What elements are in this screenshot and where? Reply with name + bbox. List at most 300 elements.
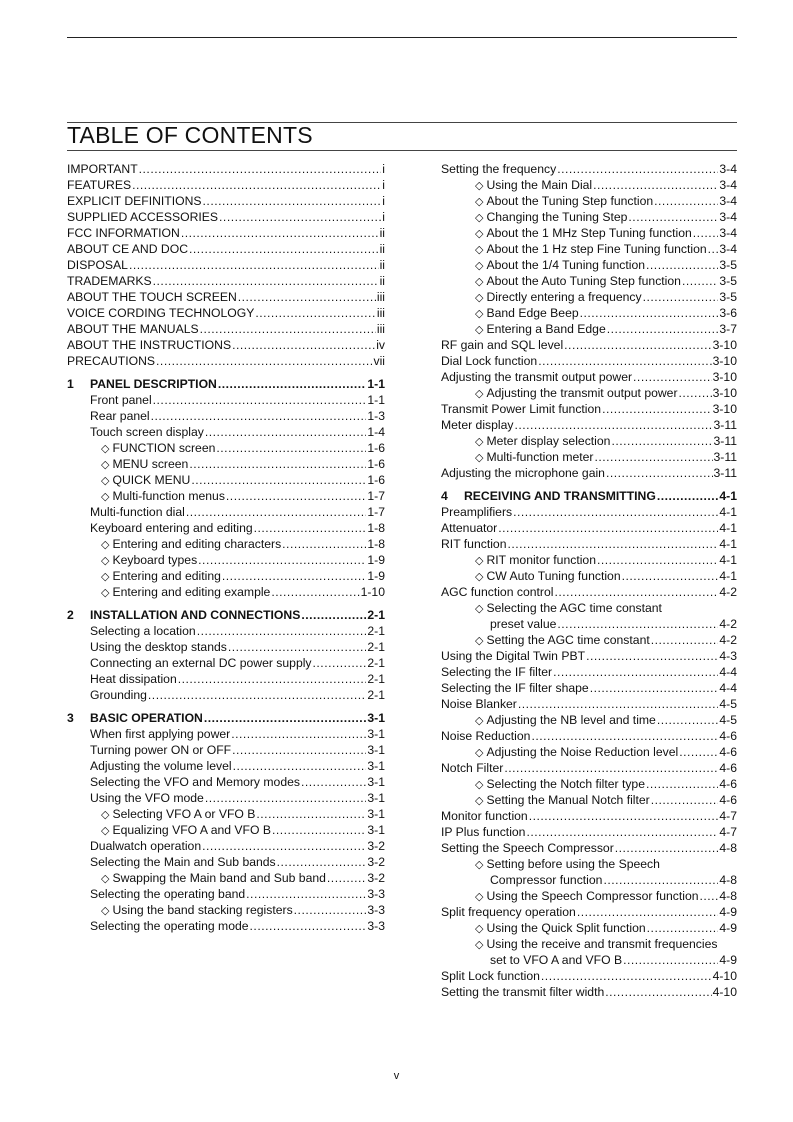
toc-entry-title: Using the desktop stands [90,640,227,654]
dot-leader [186,504,367,520]
toc-page-number: 1-10 [360,585,385,599]
toc-page-number: 3-11 [713,418,737,432]
toc-entry-title: Entering and editing [112,569,221,583]
toc-page-number: 3-5 [719,274,737,288]
toc-page-number: 3-3 [367,887,385,901]
toc-entry[interactable] [441,449,737,465]
toc-page-number: 4-10 [712,985,737,999]
toc-entry-title: Selecting a location [90,624,196,638]
toc-entry[interactable] [441,417,737,433]
toc-entry[interactable] [441,824,737,840]
toc-entry[interactable] [67,552,385,568]
toc-entry[interactable] [441,520,737,536]
toc-entry-title: About the 1/4 Tuning function [486,258,646,272]
toc-entry[interactable] [67,177,385,193]
diamond-bullet-icon: ◇ [475,228,484,240]
dot-leader [250,918,367,934]
dot-leader [181,225,379,241]
toc-entry[interactable] [441,353,737,369]
diamond-bullet-icon: ◇ [475,939,484,951]
dot-leader [513,504,718,520]
diamond-bullet-icon: ◇ [475,292,484,304]
toc-entry-title: Setting before using the Speech [486,857,660,871]
dot-leader [254,520,367,536]
dot-leader [233,758,367,774]
dot-leader [554,584,718,600]
toc-entry-title: Front panel [90,393,152,407]
toc-page-number: 4-10 [712,969,737,983]
toc-entry[interactable] [441,321,737,337]
toc-entry-title: Swapping the Main band and Sub band [112,871,326,885]
toc-entry[interactable] [441,760,737,776]
toc-entry[interactable] [67,726,385,742]
toc-entry[interactable] [441,664,737,680]
toc-page-number: 4-9 [719,905,737,919]
toc-page-number: 3-7 [719,322,737,336]
toc-page-number: 3-11 [713,434,737,448]
toc-entry-title: Selecting VFO A or VFO B [112,807,256,821]
toc-entry[interactable] [67,806,385,822]
toc-entry[interactable] [441,385,737,401]
dot-leader [628,209,718,225]
toc-entry-title: Connecting an external DC power supply [90,656,312,670]
toc-entry[interactable] [67,488,385,504]
toc-page-number: 4-7 [719,825,737,839]
toc-entry[interactable] [67,854,385,870]
toc-page-number: 3-6 [719,306,737,320]
toc-entry[interactable] [441,984,737,1000]
dot-leader [231,726,366,742]
toc-entry[interactable] [67,456,385,472]
dot-leader [531,728,718,744]
toc-entry[interactable] [441,225,737,241]
dot-leader [615,840,719,856]
diamond-bullet-icon: ◇ [475,795,484,807]
diamond-bullet-icon: ◇ [101,825,110,837]
toc-entry[interactable] [67,671,385,687]
toc-entry[interactable] [67,161,385,177]
toc-section-row[interactable] [441,488,737,504]
toc-entry[interactable] [441,305,737,321]
toc-entry[interactable] [441,600,737,616]
toc-entry[interactable] [441,584,737,600]
toc-entry[interactable] [67,742,385,758]
toc-page-number: 1-9 [367,569,385,583]
toc-entry[interactable] [67,687,385,703]
toc-entry[interactable] [441,712,737,728]
diamond-bullet-icon: ◇ [475,603,484,615]
toc-page-number: 3-5 [719,258,737,272]
toc-entry-title: Dial Lock function [441,354,538,368]
toc-entry-title: Using the receive and transmit frequencies [486,937,718,951]
diamond-bullet-icon: ◇ [475,436,484,448]
toc-page-number: i [382,178,385,192]
toc-entry-title: FCC INFORMATION [67,226,180,240]
diamond-bullet-icon: ◇ [475,244,484,256]
toc-entry[interactable] [441,369,737,385]
toc-page-number: 3-1 [367,759,385,773]
dot-leader [313,655,367,671]
dot-leader [507,536,718,552]
toc-page-number: 1-3 [367,409,385,423]
toc-entry[interactable] [441,161,737,177]
toc-entry[interactable] [67,424,385,440]
diamond-bullet-icon: ◇ [475,324,484,336]
toc-entry[interactable] [441,433,737,449]
toc-entry[interactable] [67,209,385,225]
toc-entry[interactable] [441,465,737,481]
dot-leader [708,241,719,257]
toc-entry[interactable] [441,728,737,744]
toc-entry[interactable] [441,177,737,193]
toc-entry-title: Using the band stacking registers [112,903,293,917]
dot-leader [238,289,376,305]
toc-entry[interactable] [67,758,385,774]
toc-page-number: 3-1 [367,727,385,741]
toc-entry[interactable] [67,838,385,854]
toc-entry[interactable] [441,792,737,808]
toc-entry[interactable] [441,568,737,584]
toc-page-number: ii [379,258,385,272]
toc-entry[interactable] [441,920,737,936]
dot-leader [294,902,367,918]
toc-page-number: 4-7 [719,809,737,823]
dot-leader [216,440,366,456]
toc-page-number: 3-10 [712,354,737,368]
toc-entry[interactable] [441,680,737,696]
toc-page-number: 3-10 [712,402,737,416]
toc-page-number: 4-1 [719,505,737,519]
toc-entry[interactable] [441,952,737,968]
toc-entry[interactable] [67,392,385,408]
toc-entry-title: Multi-function menus [112,489,225,503]
toc-entry[interactable] [67,886,385,902]
toc-entry-title: Equalizing VFO A and VFO B [112,823,271,837]
dot-leader [139,161,382,177]
dot-leader [577,904,719,920]
toc-entry-title: DISPOSAL [67,258,128,272]
toc-entry[interactable] [67,241,385,257]
toc-page-number: 4-9 [719,953,737,967]
diamond-bullet-icon: ◇ [101,475,110,487]
toc-entry[interactable] [67,225,385,241]
toc-page-number: 3-11 [713,450,737,464]
dot-leader [682,273,718,289]
toc-entry-title: Using the VFO mode [90,791,204,805]
toc-entry-title: Meter display selection [486,434,611,448]
toc-page-number: i [382,210,385,224]
dot-leader [646,257,718,273]
dot-leader [557,616,718,632]
diamond-bullet-icon: ◇ [475,715,484,727]
toc-entry-title: Attenuator [441,521,498,535]
toc-entry-title: Entering a Band Edge [486,322,606,336]
toc-entry-title: Keyboard types [112,553,198,567]
toc-entry[interactable] [67,305,385,321]
toc-entry[interactable] [441,632,737,648]
toc-entry-title: Transmit Power Limit function [441,402,602,416]
toc-entry[interactable] [67,568,385,584]
toc-entry[interactable] [441,401,737,417]
diamond-bullet-icon: ◇ [475,555,484,567]
toc-page-number: iii [376,290,385,304]
dot-leader [586,648,718,664]
toc-entry[interactable] [441,648,737,664]
dot-leader [129,257,379,273]
toc-entry[interactable] [67,193,385,209]
dot-leader [271,584,359,600]
toc-page-number: 4-6 [719,777,737,791]
toc-entry[interactable] [441,872,737,888]
toc-entry-title: EXPLICIT DEFINITIONS [67,194,202,208]
toc-entry[interactable] [67,536,385,552]
toc-entry-title: About the 1 Hz step Fine Tuning function [486,242,707,256]
toc-page-number: 4-5 [719,697,737,711]
toc-entry[interactable] [67,337,385,353]
toc-entry[interactable] [441,888,737,904]
toc-entry-title: Monitor function [441,809,528,823]
toc-page-number: 3-10 [712,386,737,400]
toc-entry[interactable] [67,520,385,536]
toc-entry-title: ABOUT THE MANUALS [67,322,199,336]
toc-page-number: i [382,194,385,208]
toc-page-number: 1-1 [367,377,385,391]
diamond-bullet-icon: ◇ [101,571,110,583]
toc-entry[interactable] [67,273,385,289]
toc-entry[interactable] [441,808,737,824]
toc-page-number: 1-9 [367,553,385,567]
toc-entry-title: Entering and editing example [112,585,271,599]
toc-page-number: 3-2 [367,871,385,885]
toc-page-number: 1-6 [367,457,385,471]
dot-leader [647,920,719,936]
toc-entry[interactable] [67,639,385,655]
toc-page-number: 2-1 [367,672,385,686]
toc-entry-title: Heat dissipation [90,672,177,686]
toc-entry-title: Rear panel [90,409,150,423]
dot-leader [498,520,718,536]
toc-entry[interactable] [441,241,737,257]
diamond-bullet-icon: ◇ [101,809,110,821]
toc-section-row[interactable] [67,607,385,623]
toc-entry-title: Preamplifiers [441,505,513,519]
toc-page-number: 4-1 [719,489,737,503]
toc-entry[interactable] [67,440,385,456]
section-number: 3 [67,711,74,725]
dot-leader [606,465,713,481]
toc-page-number: 4-2 [719,585,737,599]
toc-page-number: 4-6 [719,745,737,759]
toc-page-number: ii [379,274,385,288]
dot-leader [643,289,719,305]
toc-entry[interactable] [441,776,737,792]
dot-leader [151,408,367,424]
toc-entry[interactable] [441,504,737,520]
toc-entry[interactable] [67,623,385,639]
toc-section-row[interactable] [67,376,385,392]
diamond-bullet-icon: ◇ [101,905,110,917]
toc-entry[interactable] [67,655,385,671]
toc-entry-title: Selecting the Notch filter type [486,777,645,791]
dot-leader [553,664,718,680]
dot-leader [222,568,366,584]
dot-leader [272,822,366,838]
dot-leader [219,209,381,225]
toc-page-number: 4-1 [719,521,737,535]
dot-leader [132,177,381,193]
toc-section-row[interactable] [67,710,385,726]
dot-leader [518,696,719,712]
toc-entry-title: Adjusting the NB level and time [486,713,656,727]
toc-entry-title: Setting the Speech Compressor [441,841,614,855]
toc-page-number: 3-5 [719,290,737,304]
toc-entry[interactable] [67,321,385,337]
toc-entry-title: set to VFO A and VFO B [490,953,623,967]
dot-leader [191,472,366,488]
diamond-bullet-icon: ◇ [101,491,110,503]
toc-entry[interactable] [441,616,737,632]
toc-entry-title: Split frequency operation [441,905,576,919]
toc-page-number: 3-11 [713,466,737,480]
toc-entry[interactable] [441,289,737,305]
dot-leader [203,193,382,209]
toc-entry-title: Directly entering a frequency [486,290,642,304]
toc-page-number: 4-8 [719,873,737,887]
dot-leader [605,984,711,1000]
toc-page-number: 3-4 [719,242,737,256]
toc-entry[interactable] [441,904,737,920]
toc-page-number: 3-4 [719,162,737,176]
toc-entry[interactable] [67,472,385,488]
toc-entry[interactable] [67,918,385,934]
diamond-bullet-icon: ◇ [475,923,484,935]
toc-entry[interactable] [67,353,385,369]
toc-page-number: 3-4 [719,178,737,192]
toc-page-number: 3-4 [719,210,737,224]
toc-entry-title: About the 1 MHz Step Tuning function [486,226,692,240]
toc-page-number: 3-3 [367,919,385,933]
dot-leader [205,424,367,440]
toc-page-number: 4-3 [719,649,737,663]
toc-entry[interactable] [67,289,385,305]
toc-entry-title: Adjusting the Noise Reduction level [486,745,679,759]
toc-page-number: 3-4 [719,194,737,208]
toc-entry[interactable] [441,552,737,568]
diamond-bullet-icon: ◇ [475,212,484,224]
toc-entry[interactable] [441,936,737,952]
dot-leader [646,776,718,792]
toc-entry[interactable] [441,744,737,760]
toc-entry-title: ABOUT THE TOUCH SCREEN [67,290,237,304]
toc-entry-title: When first applying power [90,727,231,741]
dot-leader [693,225,719,241]
toc-entry[interactable] [67,257,385,273]
diamond-bullet-icon: ◇ [101,539,110,551]
toc-page-number: 4-2 [719,633,737,647]
dot-leader [651,632,719,648]
toc-page-number: 4-6 [719,729,737,743]
toc-entry-title: Split Lock function [441,969,540,983]
page-number: v [393,1070,400,1082]
toc-page-number: 3-2 [367,855,385,869]
toc-entry[interactable] [441,968,737,984]
toc-entry[interactable] [441,536,737,552]
toc-page-number: 4-4 [719,681,737,695]
dot-leader [541,968,712,984]
toc-entry[interactable] [67,822,385,838]
toc-page-number: 2-1 [367,656,385,670]
toc-entry[interactable] [67,584,385,600]
toc-entry[interactable] [441,337,737,353]
dot-leader [246,886,366,902]
dot-leader [200,321,376,337]
toc-entry[interactable] [441,840,737,856]
dot-leader [564,337,711,353]
toc-entry[interactable] [441,209,737,225]
dot-leader [657,712,719,728]
toc-entry-title: SUPPLIED ACCESSORIES [67,210,219,224]
toc-entry[interactable] [441,257,737,273]
diamond-bullet-icon: ◇ [101,873,110,885]
toc-entry-title: BASIC OPERATION [90,711,203,725]
toc-page-number: 4-5 [719,713,737,727]
dot-leader [205,790,367,806]
diamond-bullet-icon: ◇ [475,747,484,759]
toc-entry-title: RF gain and SQL level [441,338,564,352]
title-underline [67,150,737,151]
diamond-bullet-icon: ◇ [475,571,484,583]
toc-entry-title: Setting the transmit filter width [441,985,605,999]
toc-entry[interactable] [67,774,385,790]
toc-page-number: 1-1 [367,393,385,407]
toc-entry-title: preset value [490,617,557,631]
diamond-bullet-icon: ◇ [475,452,484,464]
diamond-bullet-icon: ◇ [475,859,484,871]
toc-page-number: 1-6 [367,473,385,487]
toc-entry[interactable] [441,273,737,289]
toc-entry-title: Selecting the AGC time constant [486,601,662,615]
toc-page-number: 4-1 [719,569,737,583]
toc-entry-title: Notch Filter [441,761,504,775]
toc-entry[interactable] [441,193,737,209]
toc-entry[interactable] [67,504,385,520]
diamond-bullet-icon: ◇ [475,180,484,192]
toc-entry-title: AGC function control [441,585,554,599]
toc-page-number: vii [373,354,385,368]
dot-leader [232,742,366,758]
dot-leader [189,241,379,257]
toc-entry-title: FUNCTION screen [112,441,216,455]
toc-entry[interactable] [67,902,385,918]
toc-page-number: ii [379,226,385,240]
toc-entry-title: About the Tuning Step function [486,194,654,208]
toc-entry-title: Band Edge Beep [486,306,579,320]
toc-entry-title: Selecting the IF filter shape [441,681,589,695]
toc-entry-title: Multi-function meter [486,450,594,464]
dot-leader [178,671,367,687]
toc-entry[interactable] [441,696,737,712]
toc-page-number: 2-1 [367,624,385,638]
toc-page-number: 4-4 [719,665,737,679]
toc-page-number: 1-7 [367,489,385,503]
toc-entry-title: FEATURES [67,178,132,192]
toc-entry[interactable] [441,856,737,872]
dot-leader [504,760,718,776]
toc-entry[interactable] [67,408,385,424]
toc-entry[interactable] [67,870,385,886]
toc-entry-title: Entering and editing characters [112,537,282,551]
toc-entry[interactable] [67,790,385,806]
